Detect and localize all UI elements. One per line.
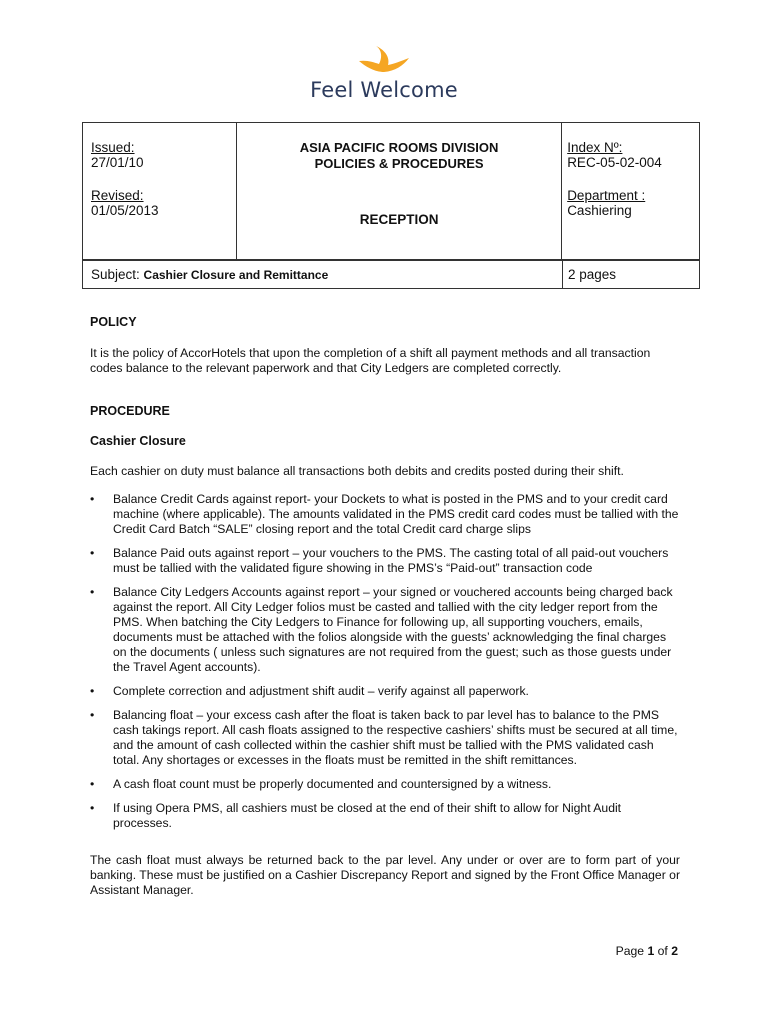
list-item: • Complete correction and adjustment shift audit – verify against all paperwork. [90,684,680,699]
subject-value: Cashier Closure and Remittance [143,268,329,282]
revised-label: Revised: [91,188,144,203]
list-item: • Balance City Ledgers Accounts against report – your signed or vouchered accounts being charged back against the report. All City Ledger folios must be casted and tallied with the city ledger report from the PMS. When batching the City Ledgers to Finance for following up, all supporting vouchers, emails, documents must be attached with the folios alongside with the guests’ acknowledging the final charges on the documents ( unless such signatures are not required from the guest; such as those guests under the Travel Agent accounts). [90,585,680,675]
section-title: RECEPTION [359,212,439,227]
subject-table [82,260,700,289]
issued-label: Issued: [91,140,135,155]
list-item: • A cash float count must be properly documented and countersigned by a witness. [90,777,680,792]
index-cell [562,123,700,260]
logo-text: Feel Welcome [310,78,458,102]
procedure-intro: Each cashier on duty must balance all transactions both debits and credits posted during their shift. [90,464,624,478]
pages-count: 2 pages [563,261,700,289]
list-item: • Balancing float – your excess cash after the float is taken back to par level has to balance to the PMS cash takings report. All cash floats assigned to the respective cashiers’ shifts must be secured at all time, and the amount of cash collected within the cashier shift must be tallied with the PMS validated cash total. Any shortages or excesses in the floats must be remitted in the shift remittances. [90,708,680,768]
page-total: 2 [671,944,678,958]
index-value: REC-05-02-004 [567,155,662,170]
issued-cell [83,123,237,260]
department-label: Department : [567,188,646,203]
list-item: • Balance Paid outs against report – your vouchers to the PMS. The casting total of all paid-out vouchers must be tallied with the validated figure showing in the PMS’s “Paid-out” transaction code [90,546,680,576]
title-cell [236,123,561,260]
index-label: Index Nº: [567,140,623,155]
cashier-closure-heading: Cashier Closure [90,434,186,448]
policies-title: POLICIES & PROCEDURES [314,156,484,171]
subject-label: Subject: [91,267,140,282]
bird-icon [357,44,411,74]
issued-date: 27/01/10 [91,155,144,170]
department-value: Cashiering [567,203,632,218]
revised-date: 01/05/2013 [91,203,159,218]
procedure-list [90,492,680,831]
page-word: Page [615,944,645,958]
of-word: of [657,944,668,958]
list-item: • If using Opera PMS, all cashiers must be closed at the end of their shift to allow for Night Audit processes. [90,801,680,831]
page-current: 1 [647,944,655,958]
document-body [90,315,680,898]
policy-heading: POLICY [90,315,137,329]
list-item: • Balance Credit Cards against report- your Dockets to what is posted in the PMS and to your credit card machine (where applicable). The amounts validated in the PMS credit card codes must be tallied with the Credit Card Batch “SALE” closing report and the total Credit card charge slips [90,492,680,537]
logo [0,44,768,102]
policy-text: It is the policy of AccorHotels that upon the completion of a shift all payment methods and all transaction codes balance to the relevant paperwork and that City Ledgers are completed correctly. [90,346,651,375]
closing-paragraph: The cash float must always be returned back to the par level. Any under or over are to form part of your banking. These must be justified on a Cashier Discrepancy Report and signed by the Front Office Manager or Assistant Manager. [90,853,680,897]
page-number [616,944,678,958]
header-table [82,122,700,260]
division-title: ASIA PACIFIC ROOMS DIVISION [299,140,499,155]
subject-cell [83,261,563,289]
procedure-heading: PROCEDURE [90,404,170,418]
